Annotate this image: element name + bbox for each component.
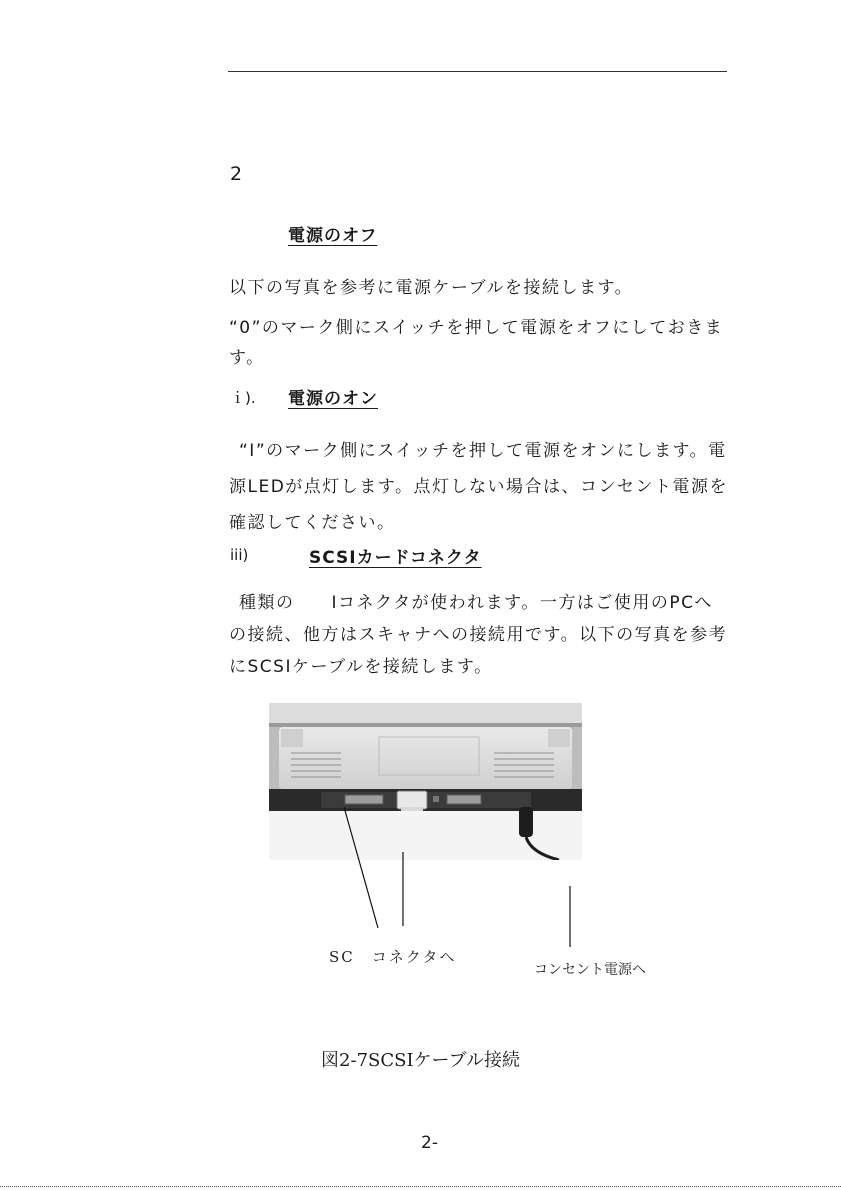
power-off-paragraph-2: “0”のマーク側にスイッチを押して電源をオフにしておきます。	[229, 318, 724, 368]
power-outlet-label: コンセント電源へ	[534, 962, 646, 978]
footer-rule	[0, 1186, 841, 1187]
figure-title: 図2-7SCSIケーブル接続	[321, 1050, 520, 1071]
power-on-heading: 電源のオン	[288, 389, 378, 409]
scsi-heading: SCSIカードコネクタ	[309, 548, 482, 568]
power-on-marker: ｉ).	[230, 389, 256, 407]
power-off-heading: 電源のオフ	[288, 226, 378, 246]
scsi-marker: iii)	[230, 546, 249, 564]
page-number: 2-	[421, 1133, 438, 1153]
chapter-number: 2	[230, 163, 243, 185]
scsi-connector-label: SC コネクタへ	[329, 948, 457, 966]
power-off-paragraph-1: 以下の写真を参考に電源ケーブルを接続します。	[229, 278, 634, 298]
scsi-paragraph: 種類の Iコネクタが使われます。一方はご使用のPCへの接続、他方はスキャナへの接続用です。以下の写真を参考にSCSIケーブルを接続します。	[229, 593, 728, 677]
power-on-paragraph: “I”のマーク側にスイッチを押して電源をオンにします。電源LEDが点灯します。点灯しない場合は、コンセント電源を確認してください。	[229, 441, 728, 533]
